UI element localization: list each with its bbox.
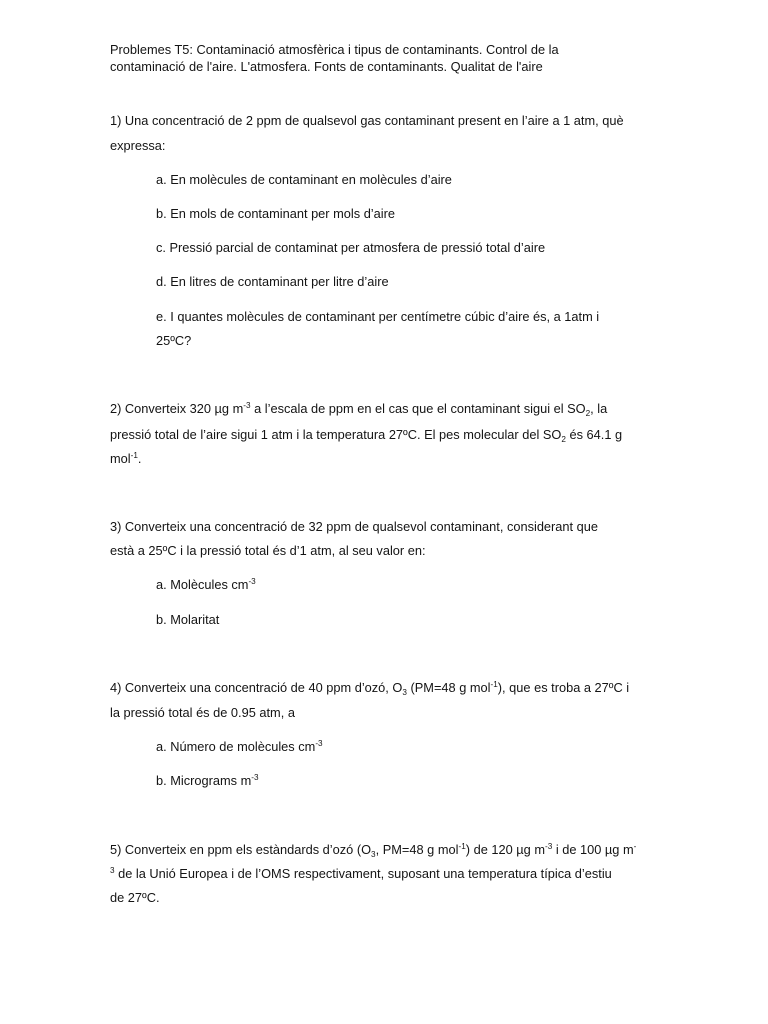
document-title-line-2: contaminació de l'aire. L'atmosfera. Fonts de contaminants. Qualitat de l'aire bbox=[110, 59, 543, 74]
superscript: 3 bbox=[110, 866, 115, 875]
subscript: 2 bbox=[561, 435, 566, 444]
problem-5-statement-line bbox=[110, 865, 612, 883]
problem-3-statement-line: 3) Converteix una concentració de 32 ppm de qualsevol contaminant, considerant que bbox=[110, 519, 599, 534]
text-run: a. Molècules cm bbox=[156, 577, 249, 592]
document-title-line-1: Problemes T5: Contaminació atmosfèrica i tipus de contaminants. Control de la bbox=[110, 42, 559, 57]
text-run: 5) Converteix en ppm els estàndards d’ozó (O bbox=[110, 842, 372, 857]
text-run: ) de 120 µg m bbox=[465, 842, 545, 857]
superscript: -3 bbox=[248, 577, 256, 586]
problem-1-option-e-continuation: 25ºC? bbox=[156, 333, 192, 348]
problem-1-statement-line: 1) Una concentració de 2 ppm de qualsevol gas contaminant present en l’aire a 1 atm, què bbox=[110, 113, 624, 128]
problem-5-statement-line bbox=[110, 841, 636, 859]
text-run: b. Micrograms m bbox=[156, 773, 252, 788]
problem-3-option-b: b. Molaritat bbox=[156, 612, 220, 627]
problem-3-statement-line: està a 25ºC i la pressió total és d’1 atm, al seu valor en: bbox=[110, 543, 426, 558]
subscript: 2 bbox=[585, 409, 591, 418]
text-run: . bbox=[137, 451, 142, 466]
text-run: , la bbox=[590, 401, 608, 416]
problem-1-statement-line: expressa: bbox=[110, 138, 166, 153]
problem-4-option-b bbox=[156, 772, 259, 790]
problem-4-statement-line: la pressió total és de 0.95 atm, a bbox=[110, 705, 295, 720]
problem-2-statement-line bbox=[110, 400, 607, 418]
superscript: -3 bbox=[251, 773, 259, 782]
problem-5-statement-line: de 27ºC. bbox=[110, 890, 160, 905]
superscript: -3 bbox=[315, 739, 323, 748]
problem-1-option-b: b. En mols de contaminant per mols d’aire bbox=[156, 206, 395, 221]
text-run: a l’escala de ppm en el cas que el contaminant sigui el SO bbox=[250, 401, 586, 416]
text-run: de la Unió Europea i de l’OMS respectivament, suposant una temperatura típica d’estiu bbox=[114, 866, 612, 881]
problem-2-statement-line bbox=[110, 426, 622, 444]
superscript: -1 bbox=[490, 680, 498, 689]
problem-4-statement-line bbox=[110, 679, 629, 697]
problem-1-option-d: d. En litres de contaminant per litre d’aire bbox=[156, 274, 389, 289]
superscript: -3 bbox=[544, 842, 553, 851]
text-run: (PM=48 g mol bbox=[406, 680, 491, 695]
text-run: mol bbox=[110, 451, 131, 466]
problem-1-option-e: e. I quantes molècules de contaminant per centímetre cúbic d’aire és, a 1atm i bbox=[156, 309, 600, 324]
superscript: -3 bbox=[243, 401, 251, 410]
superscript: -1 bbox=[458, 842, 466, 851]
text-run: i de 100 µg m bbox=[552, 842, 634, 857]
superscript: -1 bbox=[130, 451, 138, 460]
text-run: , PM=48 g mol bbox=[375, 842, 459, 857]
problem-1-option-a: a. En molècules de contaminant en molècules d’aire bbox=[156, 172, 452, 187]
problem-3-option-a bbox=[156, 576, 256, 594]
text-run: ), que es troba a 27ºC i bbox=[497, 680, 630, 695]
subscript: 3 bbox=[402, 688, 407, 697]
text-run: a. Número de molècules cm bbox=[156, 739, 316, 754]
subscript: 3 bbox=[371, 850, 376, 859]
text-run: és 64.1 g bbox=[565, 427, 623, 442]
problem-2-statement-line bbox=[110, 450, 141, 468]
problem-1-option-c: c. Pressió parcial de contaminat per atmosfera de pressió total d’aire bbox=[156, 240, 546, 255]
text-run: pressió total de l’aire sigui 1 atm i la temperatura 27ºC. El pes molecular del SO bbox=[110, 427, 562, 442]
problem-4-option-a bbox=[156, 738, 323, 756]
text-run: 2) Converteix 320 µg m bbox=[110, 401, 244, 416]
text-run: 4) Converteix una concentració de 40 ppm d’ozó, O bbox=[110, 680, 403, 695]
superscript: - bbox=[633, 842, 637, 851]
